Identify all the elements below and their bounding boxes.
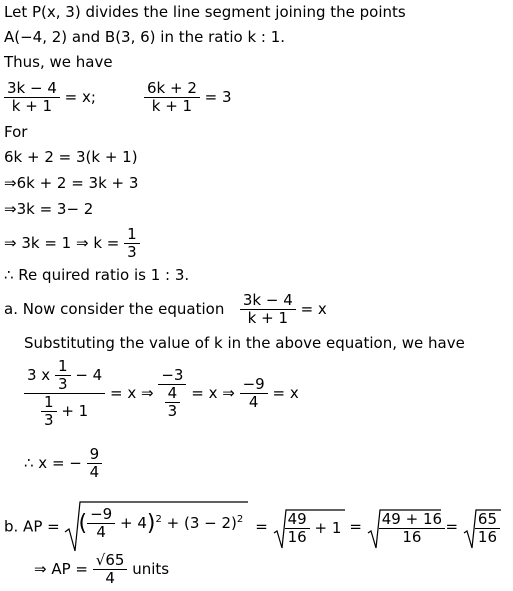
intro-line-1: Let P(x, 3) divides the line segment joining the points [4,3,406,21]
fraction-k: $\frac{1}{3}$ [124,226,140,261]
fraction-part-a: $\frac{3k - 4}{k + 1}$ [240,292,296,327]
substitution-text: Substituting the value of k in the above equation, we have [24,334,465,352]
fraction-eq2: $\frac{6k + 2}{k + 1}$ [144,80,200,115]
step-2: ⇒6k + 2 = 3k + 3 [4,174,139,192]
for-label: For [4,123,28,141]
step-4: ⇒ 3k = 1 ⇒ k = $\frac{1}{3}$ [4,226,140,261]
part-a-equation: a. Now consider the equation $\frac{3k - 4}{k + 1}$ = x [4,291,327,327]
substitution-chain: 3 x $\frac{1}{3}$ − 4 $\frac{1}{3}$ + 1 = x ⇒ $\frac{-3}{\frac{4}{3}}$ = x ⇒ $\frac{-9}{4}$ = x [24,358,299,429]
step-3: ⇒3k = 3− 2 [4,200,94,218]
step-5-ratio: ∴ Re quired ratio is 1 : 3. [4,266,190,284]
step-1: 6k + 2 = 3(k + 1) [4,148,138,166]
sqrt-65-16: $\frac{65}{16}$ [463,507,501,547]
part-b-distance: b. AP = ( $\frac{-9}{4}$ + $4)^2 + (3 - 2)^2$ = $\frac{49}{16}$ + 1 = $\frac{49 + 16}{16}$ = $\frac{65}{16}$ [4,500,501,554]
sqrt-sum: $\frac{49 + 16}{16}$ [367,507,441,547]
intro-line-2: A(−4, 2) and B(3, 6) in the ratio k : 1. [4,28,286,46]
final-answer: ⇒ AP = $\frac{√65}{4}$ units [34,551,170,587]
sqrt-distance: ( $\frac{-9}{4}$ + $4)^2 + (3 - 2)^2$ [64,500,250,554]
fraction-final: $\frac{√65}{4}$ [93,552,128,587]
intro-line-3: Thus, we have [4,53,113,71]
section-equation-2 [144,80,232,115]
sqrt-49-16: $\frac{49}{16}$ + 1 [273,507,345,547]
radical-sign-icon [367,507,443,551]
eq1-rhs: = x; [64,88,96,106]
radical-sign-icon [273,507,347,551]
section-equation-1 [4,80,96,115]
radical-sign-icon [463,507,503,551]
fraction-neg3: $\frac{-3}{\frac{4}{3}}$ [158,367,186,420]
fraction-big: 3 x $\frac{1}{3}$ − 4 $\frac{1}{3}$ + 1 [24,358,105,429]
fraction-eq1: $\frac{3k - 4}{k + 1}$ [4,80,60,115]
fraction-neg9: $\frac{-9}{4}$ [240,376,268,411]
part-a-result: ∴ x = − $\frac{9}{4}$ [24,446,102,481]
eq2-rhs: = 3 [204,88,232,106]
radical-sign-icon [64,500,250,554]
